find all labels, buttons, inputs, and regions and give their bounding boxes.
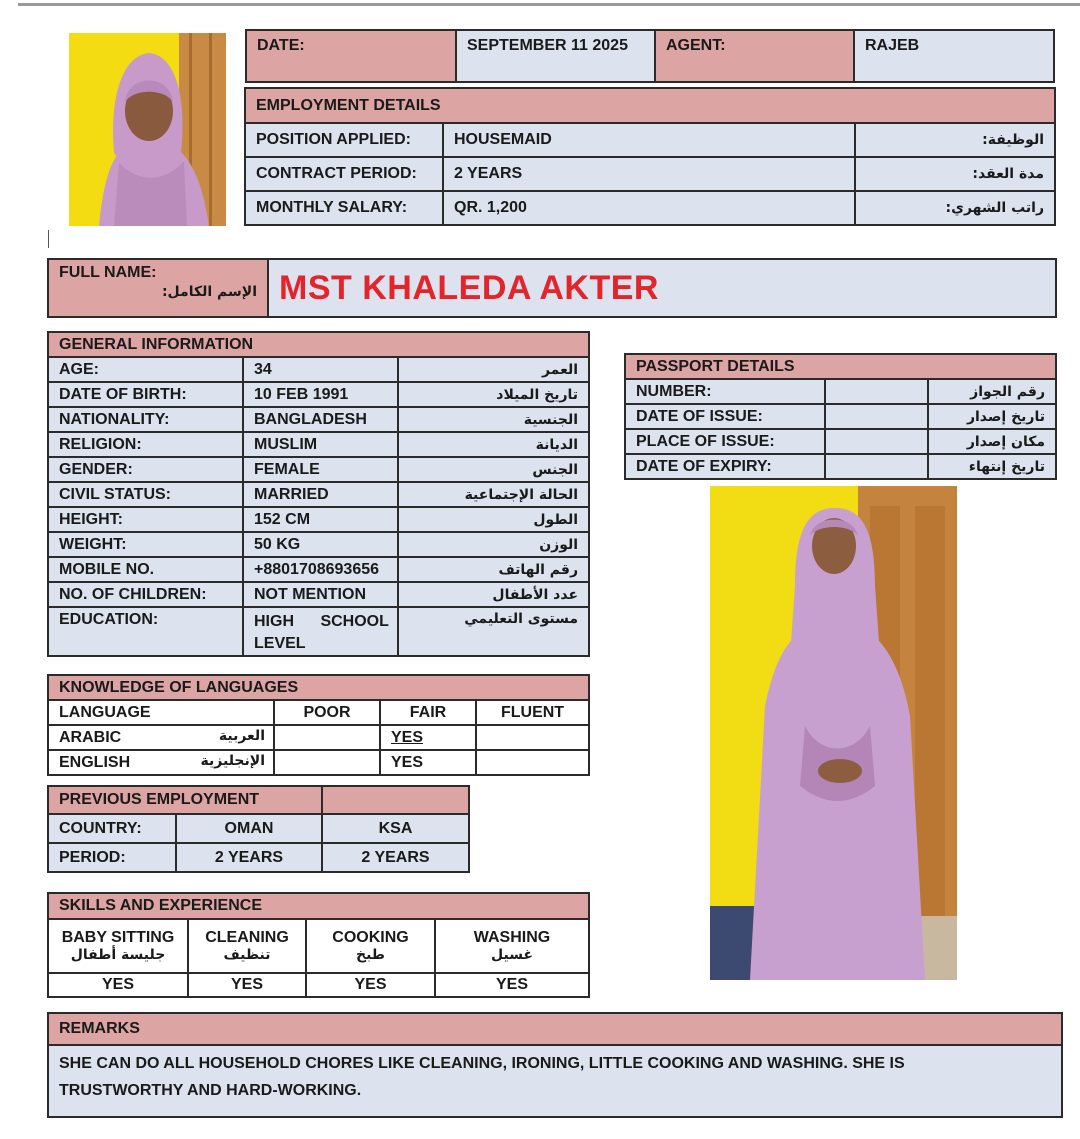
previous-employment-blank <box>322 786 469 814</box>
children-value: NOT MENTION <box>243 582 398 607</box>
position-ar-label: الوظيفة: <box>855 123 1055 157</box>
position-label: POSITION APPLIED: <box>245 123 443 157</box>
applicant-photo-large <box>710 486 957 980</box>
skill-cleaning-ar: تنظيف <box>223 947 271 963</box>
expiry-date-ar-label: تاريخ إنتهاء <box>928 454 1056 479</box>
civil-status-ar-label: الحالة الإجتماعية <box>398 482 589 507</box>
children-ar-label: عدد الأطفال <box>398 582 589 607</box>
contract-label: CONTRACT PERIOD: <box>245 157 443 191</box>
height-value: 152 CM <box>243 507 398 532</box>
nationality-value: BANGLADESH <box>243 407 398 432</box>
civil-status-value: MARRIED <box>243 482 398 507</box>
skill-babysitting-value: YES <box>48 973 188 997</box>
date-value: SEPTEMBER 11 2025 <box>456 30 655 82</box>
full-name-label: FULL NAME: <box>59 264 157 281</box>
issue-place-value <box>825 429 928 454</box>
period-1: 2 YEARS <box>176 843 322 872</box>
language-header: LANGUAGE <box>48 700 274 725</box>
dob-ar-label: تاريخ الميلاد <box>398 382 589 407</box>
issue-date-label: DATE OF ISSUE: <box>625 404 825 429</box>
skills-title: SKILLS AND EXPERIENCE <box>48 893 589 919</box>
mobile-ar-label: رقم الهاتف <box>398 557 589 582</box>
languages-title: KNOWLEDGE OF LANGUAGES <box>48 675 589 700</box>
agent-value: RAJEB <box>854 30 1054 82</box>
issue-place-label: PLACE OF ISSUE: <box>625 429 825 454</box>
contract-value: 2 YEARS <box>443 157 855 191</box>
age-ar-label: العمر <box>398 357 589 382</box>
country-1: OMAN <box>176 814 322 843</box>
skills-table <box>47 892 590 998</box>
mobile-value: +8801708693656 <box>243 557 398 582</box>
salary-label: MONTHLY SALARY: <box>245 191 443 225</box>
remarks-line1: SHE CAN DO ALL HOUSEHOLD CHORES LIKE CLEANING, IRONING, LITTLE COOKING AND WASHING. SHE IS <box>59 1055 905 1072</box>
salary-ar-label: راتب الشهري: <box>855 191 1055 225</box>
expiry-date-value <box>825 454 928 479</box>
general-information-table <box>47 331 590 657</box>
full-name-table <box>47 258 1057 318</box>
fair-header: FAIR <box>380 700 476 725</box>
religion-value: MUSLIM <box>243 432 398 457</box>
previous-employment-title: PREVIOUS EMPLOYMENT <box>48 786 322 814</box>
expiry-date-label: DATE OF EXPIRY: <box>625 454 825 479</box>
dob-label: DATE OF BIRTH: <box>48 382 243 407</box>
issue-date-value <box>825 404 928 429</box>
remarks-table <box>47 1012 1063 1118</box>
previous-employment-table <box>47 785 470 873</box>
issue-date-ar-label: تاريخ إصدار <box>928 404 1056 429</box>
date-label: DATE: <box>246 30 456 82</box>
issue-place-ar-label: مكان إصدار <box>928 429 1056 454</box>
arabic-poor <box>274 725 380 750</box>
english-poor <box>274 750 380 775</box>
arabic-fluent <box>476 725 589 750</box>
skill-babysitting-label: BABY SITTING <box>61 929 175 946</box>
nationality-label: NATIONALITY: <box>48 407 243 432</box>
mobile-label: MOBILE NO. <box>48 557 243 582</box>
english-ar-label: الإنجليزية <box>200 753 265 769</box>
education-value-line1: HIGH SCHOOL <box>254 613 389 630</box>
height-label: HEIGHT: <box>48 507 243 532</box>
period-2: 2 YEARS <box>322 843 469 872</box>
children-label: NO. OF CHILDREN: <box>48 582 243 607</box>
agent-label: AGENT: <box>655 30 854 82</box>
fluent-header: FLUENT <box>476 700 589 725</box>
applicant-photo-small <box>69 33 226 226</box>
skill-cleaning-label: CLEANING <box>205 929 289 946</box>
religion-label: RELIGION: <box>48 432 243 457</box>
age-label: AGE: <box>48 357 243 382</box>
weight-ar-label: الوزن <box>398 532 589 557</box>
contract-ar-label: مدة العقد: <box>855 157 1055 191</box>
remarks-title: REMARKS <box>48 1013 1062 1045</box>
languages-table <box>47 674 590 776</box>
passport-number-value <box>825 379 928 404</box>
skill-cooking-value: YES <box>306 973 435 997</box>
arabic-fair: YES <box>380 725 476 750</box>
arabic-label: ARABIC <box>59 728 122 746</box>
salary-value: QR. 1,200 <box>443 191 855 225</box>
date-agent-table <box>245 29 1055 83</box>
general-information-title: GENERAL INFORMATION <box>48 332 589 357</box>
arabic-ar-label: العربية <box>218 728 265 744</box>
remarks-line2: TRUSTWORTHY AND HARD-WORKING. <box>59 1082 362 1099</box>
gender-value: FEMALE <box>243 457 398 482</box>
full-name-value: MST KHALEDA AKTER <box>279 268 659 307</box>
skill-cleaning-value: YES <box>188 973 306 997</box>
full-name-ar-label: الإسم الكامل: <box>161 284 257 300</box>
skill-babysitting-ar: جليسة أطفال <box>70 947 166 963</box>
age-value: 34 <box>243 357 398 382</box>
education-label: EDUCATION: <box>48 607 243 656</box>
skill-cooking-label: COOKING <box>332 929 409 946</box>
period-label: PERIOD: <box>48 843 176 872</box>
passport-number-label: NUMBER: <box>625 379 825 404</box>
english-fluent <box>476 750 589 775</box>
country-label: COUNTRY: <box>48 814 176 843</box>
skill-washing-label: WASHING <box>473 929 551 946</box>
skill-cooking-ar: طبخ <box>356 947 385 963</box>
weight-value: 50 KG <box>243 532 398 557</box>
employment-details-title: EMPLOYMENT DETAILS <box>245 88 1055 123</box>
country-2: KSA <box>322 814 469 843</box>
passport-number-ar-label: رقم الجواز <box>928 379 1056 404</box>
height-ar-label: الطول <box>398 507 589 532</box>
english-fair: YES <box>380 750 476 775</box>
text-cursor <box>48 230 49 248</box>
skill-washing-ar: غسيل <box>490 947 534 963</box>
passport-details-table <box>624 353 1057 480</box>
civil-status-label: CIVIL STATUS: <box>48 482 243 507</box>
nationality-ar-label: الجنسية <box>398 407 589 432</box>
religion-ar-label: الديانة <box>398 432 589 457</box>
dob-value: 10 FEB 1991 <box>243 382 398 407</box>
poor-header: POOR <box>274 700 380 725</box>
education-ar-label: مستوى التعليمي <box>398 607 589 656</box>
education-value-line2: LEVEL <box>254 635 306 652</box>
employment-details-table <box>244 87 1056 226</box>
position-value: HOUSEMAID <box>443 123 855 157</box>
gender-label: GENDER: <box>48 457 243 482</box>
passport-details-title: PASSPORT DETAILS <box>625 354 1056 379</box>
top-rule <box>18 3 1080 6</box>
weight-label: WEIGHT: <box>48 532 243 557</box>
english-label: ENGLISH <box>59 753 131 771</box>
skill-washing-value: YES <box>435 973 589 997</box>
gender-ar-label: الجنس <box>398 457 589 482</box>
